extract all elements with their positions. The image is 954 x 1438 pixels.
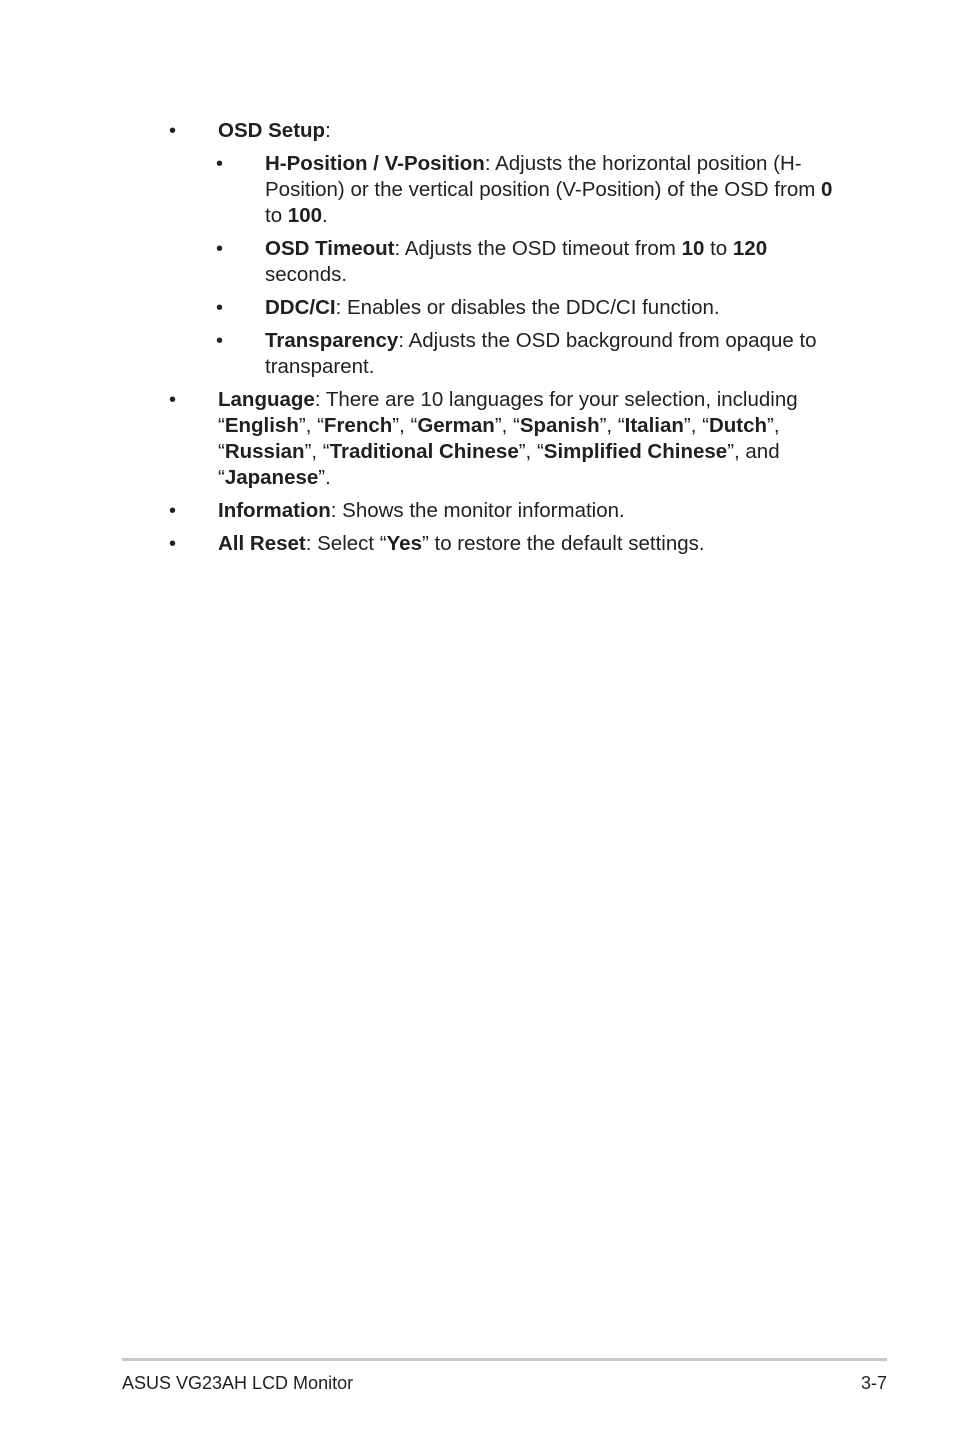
bullet: • xyxy=(216,238,224,260)
list-item-ddc-ci: • DDC/CI: Enables or disables the DDC/CI function. xyxy=(216,296,720,319)
language-option: Traditional Chinese xyxy=(329,440,519,463)
list-item-language: • Language: There are 10 languages for your selection, including “English”, “French”, “German”, “Spanish”, “Italian”, “Dutch”, “Russian”, “Traditional Chinese”, “Simplified Chinese”, and “Japanese”. xyxy=(169,388,798,489)
bullet: • xyxy=(169,500,177,522)
footer-product-name: ASUS VG23AH LCD Monitor xyxy=(122,1373,354,1393)
language-option: Russian xyxy=(224,440,305,463)
language-option: Simplified Chinese xyxy=(543,440,728,463)
bullet: • xyxy=(169,389,177,411)
language-option: Spanish xyxy=(519,414,600,437)
footer-page-number: 3-7 xyxy=(860,1373,887,1393)
term-information: Information xyxy=(218,499,331,522)
list-item-h-v-position: • H-Position / V-Position: Adjusts the horizontal position (H-Position) or the vertical position (V-Position) of the OSD from 0 to 100. xyxy=(216,152,833,227)
term-transparency: Transparency xyxy=(265,329,399,352)
term-h-v-position: H-Position / V-Position xyxy=(265,152,485,175)
osd-setup-sublist xyxy=(0,151,954,380)
term-all-reset: All Reset xyxy=(218,532,306,555)
language-option: Italian xyxy=(624,414,684,437)
term-osd-setup: OSD Setup xyxy=(218,119,326,142)
language-option: French xyxy=(323,414,393,437)
list-item-information: • Information: Shows the monitor information. xyxy=(169,499,625,522)
manual-content xyxy=(0,118,954,564)
bullet: • xyxy=(216,153,224,175)
language-option: Japanese xyxy=(224,466,319,489)
reset-value-yes: Yes xyxy=(386,532,422,555)
term-osd-timeout: OSD Timeout xyxy=(265,237,395,260)
language-option: German xyxy=(417,414,495,437)
bullet: • xyxy=(169,120,177,142)
list-item-all-reset: • All Reset: Select “Yes” to restore the default settings. xyxy=(169,532,705,555)
list-item-osd-setup: • OSD Setup: xyxy=(169,119,331,142)
language-option: Dutch xyxy=(708,414,768,437)
footer-divider xyxy=(122,1358,887,1361)
list-item-transparency: • Transparency: Adjusts the OSD background from opaque to transparent. xyxy=(216,329,817,378)
list-item-osd-timeout: • OSD Timeout: Adjusts the OSD timeout from 10 to 120 seconds. xyxy=(216,237,768,286)
bullet: • xyxy=(216,330,224,352)
term-language: Language xyxy=(218,388,315,411)
bullet: • xyxy=(169,533,177,555)
bullet: • xyxy=(216,297,224,319)
language-option: English xyxy=(224,414,299,437)
term-ddc-ci: DDC/CI xyxy=(265,296,336,319)
